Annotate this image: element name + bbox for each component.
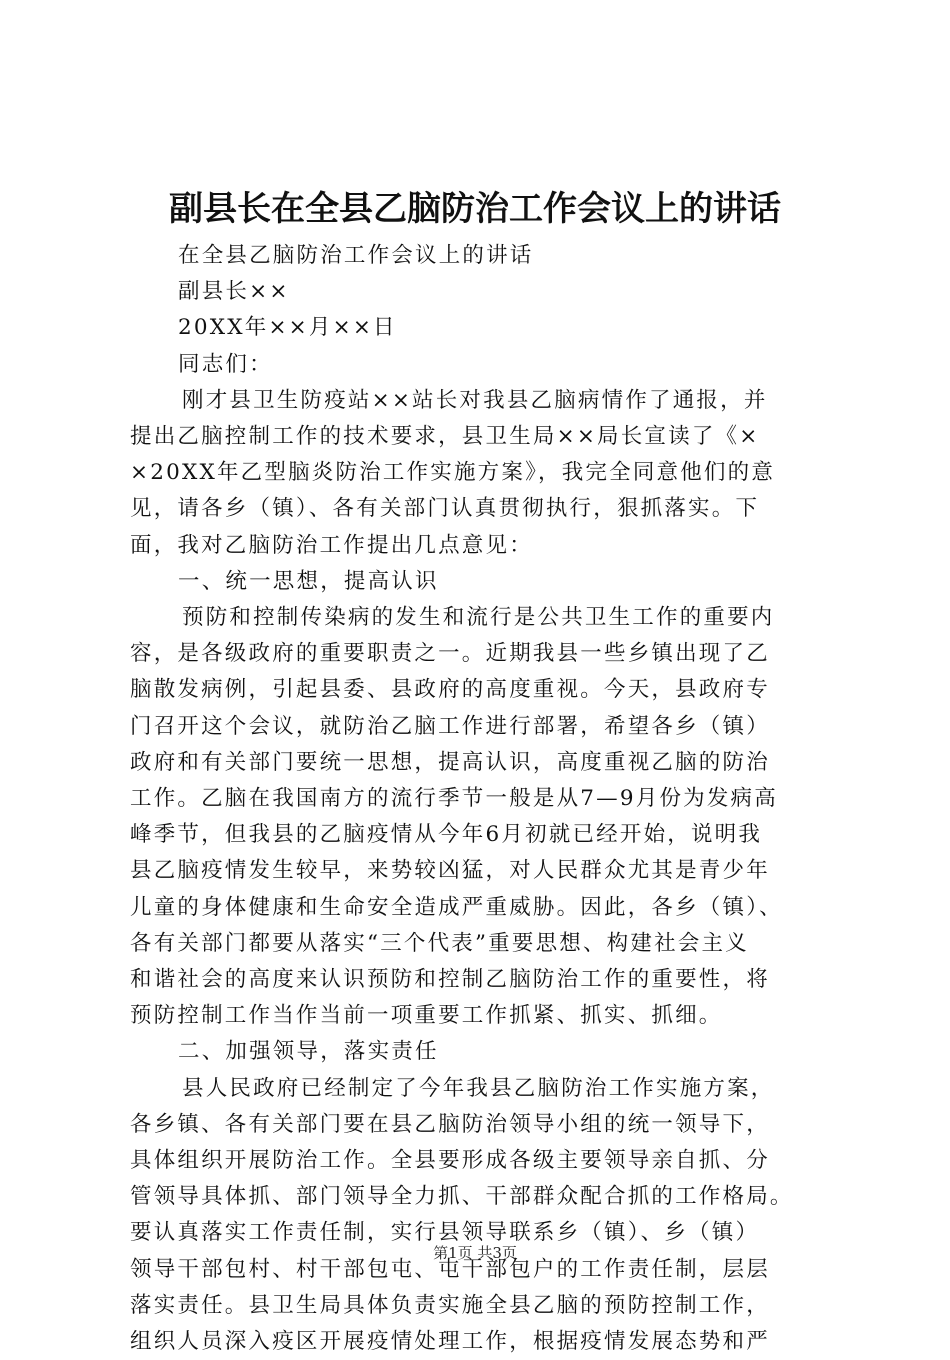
paragraph-line: 门召开这个会议，就防治乙脑工作进行部署，希望各乡（镇） [130,713,770,739]
paragraph-line: 儿童的身体健康和生命安全造成严重威胁。因此，各乡（镇）、 [130,894,783,920]
date-line: 20XX年××月××日 [178,315,397,341]
paragraph-line: 具体组织开展防治工作。全县要形成各级主要领导亲自抓、分 [130,1148,770,1174]
page-number-footer: 第1页 共3页 [433,1244,517,1262]
paragraph-line: 脑散发病例，引起县委、县政府的高度重视。今天，县政府专 [130,677,770,703]
paragraph-line: 组织人员深入疫区开展疫情处理工作，根据疫情发展态势和严 [130,1329,770,1355]
paragraph-line: 和谐社会的高度来认识预防和控制乙脑防治工作的重要性，将 [130,967,770,993]
subtitle-line: 在全县乙脑防治工作会议上的讲话 [178,243,534,268]
paragraph-line: ×20XX年乙型脑炎防治工作实施方案》，我完全同意他们的意 [130,460,776,486]
paragraph-line: 提出乙脑控制工作的技术要求，县卫生局××局长宣读了《× [130,424,760,450]
paragraph-line: 县人民政府已经制定了今年我县乙脑防治工作实施方案， [182,1075,775,1101]
section-heading: 一、统一思想，提高认识 [178,568,439,594]
salutation-line: 同志们： [178,351,273,377]
paragraph-line: 容，是各级政府的重要职责之一。近期我县一些乡镇出现了乙 [130,641,770,667]
paragraph-line: 各有关部门都要从落实“三个代表”重要思想、构建社会主义 [130,930,749,956]
paragraph-line: 管领导具体抓、部门领导全力抓、干部群众配合抓的工作格局。 [130,1184,794,1210]
paragraph-line: 见，请各乡（镇）、各有关部门认真贯彻执行，狠抓落实。下 [130,496,760,522]
paragraph-line: 领导干部包村、村干部包屯、屯干部包户的工作责任制，层层 [130,1256,770,1282]
document-body [130,238,830,1360]
paragraph-line: 刚才县卫生防疫站××站长对我县乙脑病情作了通报，并 [182,387,768,413]
paragraph-line: 各乡镇、各有关部门要在县乙脑防治领导小组的统一领导下， [130,1111,770,1137]
paragraph-line: 落实责任。县卫生局具体负责实施全县乙脑的预防控制工作， [130,1292,770,1318]
paragraph-line: 预防控制工作当作当前一项重要工作抓紧、抓实、抓细。 [130,1003,723,1029]
document-title: 副县长在全县乙脑防治工作会议上的讲话 [169,189,781,229]
paragraph-line: 县乙脑疫情发生较早，来势较凶猛，对人民群众尤其是青少年 [130,858,770,884]
speaker-line: 副县长×× [178,279,290,305]
section-heading: 二、加强领导，落实责任 [178,1039,439,1065]
paragraph-line: 要认真落实工作责任制，实行县领导联系乡（镇）、乡（镇） [130,1220,760,1246]
paragraph-line: 面，我对乙脑防治工作提出几点意见： [130,532,533,558]
paragraph-line: 预防和控制传染病的发生和流行是公共卫生工作的重要内 [182,605,775,631]
paragraph-line: 工作。乙脑在我国南方的流行季节一般是从7—9月份为发病高 [130,786,778,812]
paragraph-line: 政府和有关部门要统一思想，提高认识，高度重视乙脑的防治 [130,749,770,775]
paragraph-line: 峰季节，但我县的乙脑疫情从今年6月初就已经开始，说明我 [130,822,763,848]
